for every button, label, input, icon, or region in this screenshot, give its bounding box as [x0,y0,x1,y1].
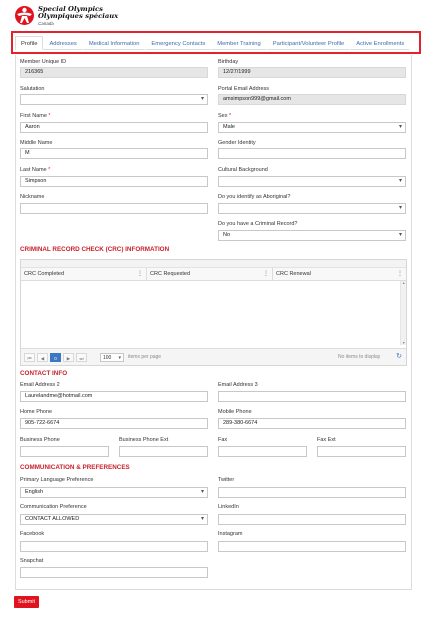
tab-member-training[interactable]: Member Training [211,36,267,50]
required-marker: * [48,113,51,119]
email3-label: Email Address 3 [218,382,258,388]
linkedin-label: LinkedIn [218,504,239,510]
tab-medical-information[interactable]: Medical Information [83,36,146,50]
required-marker: * [229,113,232,119]
fax-field[interactable] [218,446,307,457]
home-phone-field[interactable]: 905-722-6674 [20,418,208,429]
criminal-record-select[interactable]: No ▾ [218,230,406,241]
middle-name-label: Middle Name [20,140,53,146]
tab-emergency-contacts[interactable]: Emergency Contacts [145,36,211,50]
brand-logo [13,5,133,27]
comm-pref-select[interactable]: CONTACT ALLOWED ▾ [20,514,208,525]
column-header-label: CRC Renewal [276,271,311,277]
business-ext-label: Business Phone Ext [119,437,169,443]
tab-active-enrollments[interactable]: Active Enrollments [350,36,410,50]
twitter-field[interactable] [218,487,406,498]
first-name-field[interactable]: Aaron [20,122,208,133]
fax-ext-field[interactable] [317,446,406,457]
pager-last-icon[interactable]: ⏭ [76,353,87,362]
pager-first-icon[interactable]: ⏮ [24,353,35,362]
brand-name-en: Special Olympics [38,5,104,13]
submit-button[interactable]: Submit [14,596,39,608]
email2-label: Email Address 2 [20,382,60,388]
crc-grid [20,259,407,366]
brand-country: Canada [38,20,54,26]
tab-participant-volunteer-profile[interactable]: Participant/Volunteer Profile [267,36,351,50]
snapchat-label: Snapchat [20,558,44,564]
items-per-page-label: items per page [128,354,162,360]
sex-label: Sex * [218,113,232,119]
salutation-select[interactable] [20,94,208,105]
member-id-field: 216365 [20,67,208,78]
profile-tabs-highlight [11,31,421,54]
last-name-field[interactable]: Simpson [20,176,208,187]
cultural-background-label: Cultural Background [218,167,268,173]
nickname-label: Nickname [20,194,45,200]
email3-field[interactable] [218,391,406,402]
comm-section-title: COMMUNICATION & PREFERENCES [20,464,130,471]
portal-email-field: amsimpson999@gmail.com [218,94,406,105]
column-header-crc-requested[interactable] [147,268,273,281]
last-name-label: Last Name * [20,167,51,173]
language-select[interactable]: English ▾ [20,487,208,498]
tab-profile[interactable]: Profile [15,36,43,50]
instagram-field[interactable] [218,541,406,552]
grid-toolbar [21,260,406,268]
facebook-field[interactable] [20,541,208,552]
column-menu-icon[interactable]: ⋮ [263,271,269,277]
email2-field[interactable]: Laurelandme@hotmail.com [20,391,208,402]
snapchat-field[interactable] [20,567,208,578]
grid-header [21,268,406,281]
cultural-background-select[interactable] [218,176,406,187]
column-menu-icon[interactable]: ⋮ [137,271,143,277]
gender-identity-label: Gender Identity [218,140,256,146]
comm-pref-label: Communication Preference [20,504,87,510]
instagram-label: Instagram [218,531,243,537]
column-header-crc-completed[interactable] [21,268,147,281]
member-id-label: Member Unique ID [20,59,67,65]
facebook-label: Facebook [20,531,45,537]
page-size-select[interactable]: 100 ▾ [100,353,124,362]
no-items-label: No items to display [338,354,381,360]
portal-email-label: Portal Email Address [218,86,270,92]
linkedin-field[interactable] [218,514,406,525]
sex-select[interactable]: Male ▾ [218,122,406,133]
mobile-phone-field[interactable]: 289-380-6674 [218,418,406,429]
nickname-field[interactable] [20,203,208,214]
brand-name-fr: Olympiques spéciaux [38,12,119,20]
special-olympics-logo-icon [13,5,36,26]
business-phone-field[interactable] [20,446,109,457]
business-ext-field[interactable] [119,446,208,457]
fax-ext-label: Fax Ext [317,437,336,443]
aboriginal-select[interactable] [218,203,406,214]
grid-pager [21,348,406,365]
pager-next-icon[interactable]: ▶ [63,353,74,362]
first-name-label: First Name * [20,113,51,119]
scroll-down-icon[interactable]: ▼ [402,341,406,345]
salutation-label: Salutation [20,86,45,92]
birthday-label: Birthday [218,59,239,65]
business-phone-label: Business Phone [20,437,60,443]
pager-prev-icon[interactable]: ◀ [37,353,48,362]
contact-section-title: CONTACT INFO [20,370,68,377]
pager-current-page[interactable]: 0 [50,353,61,362]
aboriginal-label: Do you identify as Aboriginal? [218,194,291,200]
criminal-record-label: Do you have a Criminal Record? [218,221,298,227]
twitter-label: Twitter [218,477,235,483]
refresh-icon[interactable]: ↻ [396,353,402,360]
column-header-crc-renewal[interactable] [273,268,406,281]
fax-label: Fax [218,437,228,443]
gender-identity-field[interactable] [218,148,406,159]
column-header-label: CRC Requested [150,271,191,277]
tab-addresses[interactable]: Addresses [43,36,82,50]
column-menu-icon[interactable]: ⋮ [397,271,403,277]
column-header-label: CRC Completed [24,271,65,277]
mobile-phone-label: Mobile Phone [218,409,252,415]
middle-name-field[interactable]: M [20,148,208,159]
grid-vertical-scrollbar[interactable] [400,281,406,345]
home-phone-label: Home Phone [20,409,53,415]
language-label: Primary Language Preference [20,477,94,483]
required-marker: * [48,167,51,173]
crc-section-title: CRIMINAL RECORD CHECK (CRC) INFORMATION [20,246,170,253]
tab-list [15,36,410,50]
birthday-field: 12/27/1999 [218,67,406,78]
scroll-up-icon[interactable]: ▲ [402,281,406,285]
